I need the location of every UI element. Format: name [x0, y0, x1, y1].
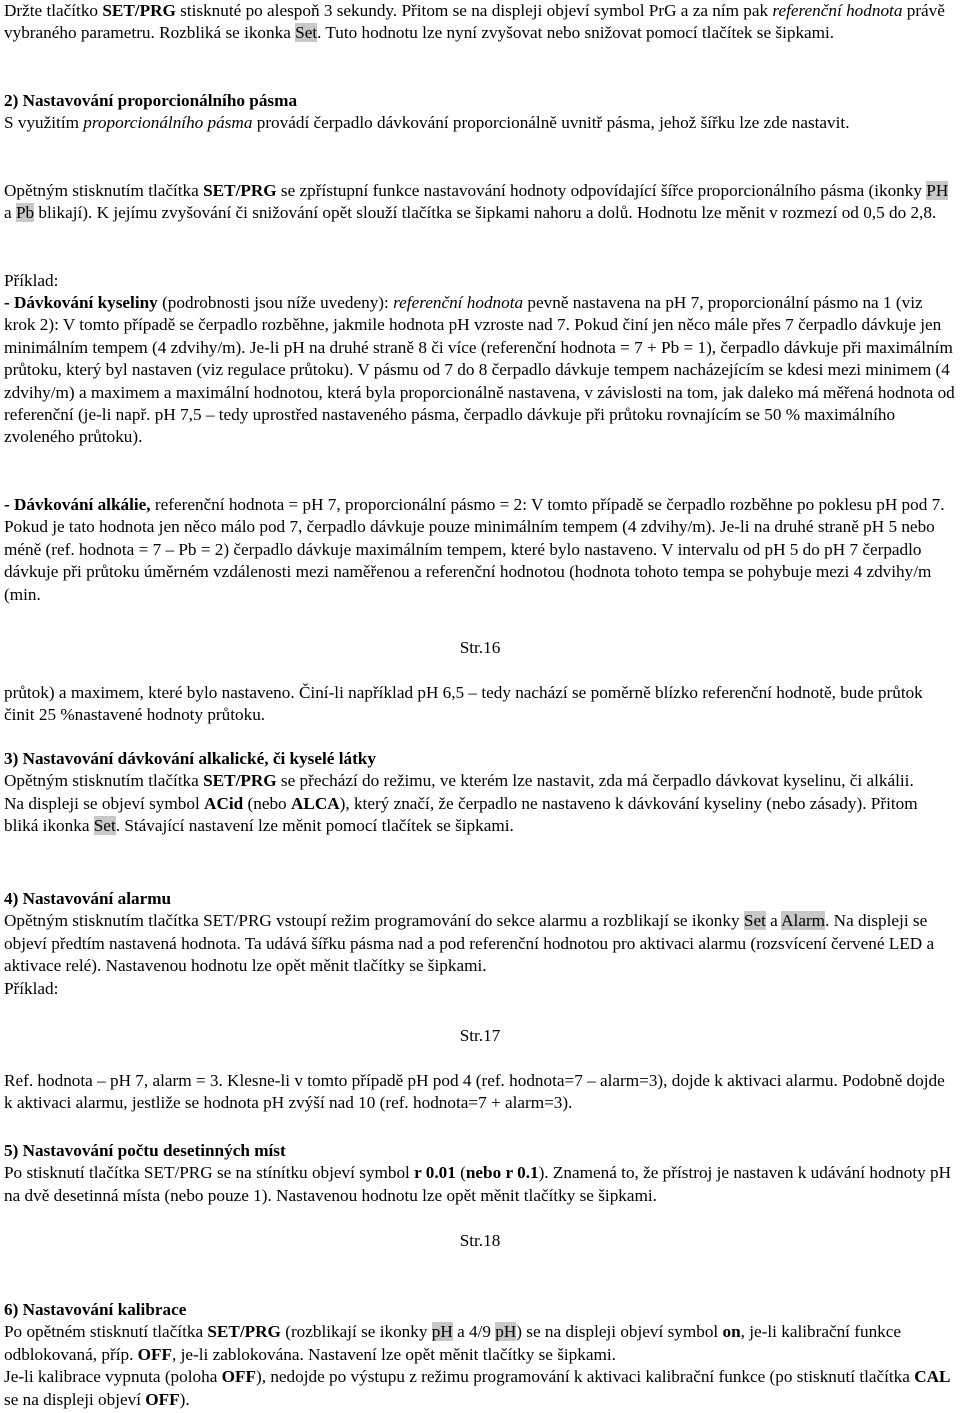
text: a 4/9: [452, 1322, 496, 1342]
bold-text: ALCA: [290, 793, 340, 813]
alkali-dosing-paragraph: [4, 494, 956, 606]
section-heading: 3) Nastavování dávkování alkalické, či kyselé látky: [4, 749, 376, 768]
highlighted-icon-name: Set: [743, 911, 766, 931]
section-6: [4, 1299, 956, 1411]
example-label: Příklad:: [4, 978, 59, 998]
bold-text: OFF: [145, 1389, 180, 1409]
text: ) se na displeji objeví symbol: [516, 1322, 723, 1342]
text: , je-li zablokována. Nastavení lze opět měnit tlačítky se šipkami.: [172, 1344, 616, 1364]
text: se zpřístupní funkce nastavování hodnoty odpovídající šířce proporcionálního pásma (ikonky: [276, 181, 927, 200]
text: Na displeji se objeví symbol: [4, 793, 205, 813]
bold-text: - Dávkování alkálie,: [4, 495, 151, 514]
section-3: [4, 748, 956, 838]
bold-text: SET/PRG: [203, 181, 277, 200]
text: Opětným stisknutím tlačítka SET/PRG vstoupí režim programování do sekce alarmu a rozblikají se ikonky: [4, 911, 744, 931]
section-heading: 6) Nastavování kalibrace: [4, 1300, 187, 1319]
bold-text: OFF: [221, 1367, 257, 1387]
highlighted-icon-name: pH: [495, 1322, 517, 1342]
section-5: [4, 1140, 956, 1207]
bold-text: on: [722, 1322, 741, 1342]
highlighted-icon-name: PH: [926, 181, 949, 200]
text: (podrobnosti jsou níže uvedeny):: [157, 293, 394, 312]
italic-text: proporcionálního pásma: [83, 113, 253, 133]
text: ), který značí, že čerpadlo ne nastaveno k dávkování kyseliny (nebo zásady). Přitom bliká ikonka: [4, 793, 918, 836]
text: ). Znamená to, že přístroj je nastaven k udávání hodnoty pH na dvě desetinná místa (nebo pouze 1). Nastavenou hodnotu lze opět měnit tlačítky se šipkami.: [4, 1163, 951, 1205]
bold-text: - Dávkování kyseliny: [4, 293, 158, 312]
highlighted-icon-name: Alarm: [781, 911, 826, 931]
italic-text: referenční hodnota: [393, 293, 524, 312]
section-heading: 4) Nastavování alarmu: [4, 889, 172, 908]
highlighted-icon-name: Set: [93, 816, 116, 836]
example-label: Příklad:: [4, 271, 59, 290]
highlighted-icon-name: Set: [295, 23, 318, 43]
text: . Tuto hodnotu lze nyní zvyšovat nebo snižovat pomocí tlačítek se šipkami.: [317, 23, 835, 43]
bold-text: SET/PRG: [203, 771, 277, 791]
text: ).: [179, 1389, 190, 1409]
flow-continuation-paragraph: průtok) a maximem, které bylo nastaveno. Činí-li například pH 6,5 – tedy nachází se poměrně blízko referenční hodnotě, bude průtok činit 25 %nastavené hodnoty průtoku.: [4, 683, 923, 725]
alarm-example-paragraph: Ref. hodnota – pH 7, alarm = 3. Klesne-li v tomto případě pH pod 4 (ref. hodnota=7 – alarm=3), dojde k aktivaci alarmu. Podobně dojde k aktivaci alarmu, jestliže se hodnota pH zvýší nad 10 (ref. hodnota=7 + alarm=3).: [4, 1071, 945, 1113]
text: . Stávající nastavení lze měnit pomocí tlačítek se šipkami.: [115, 816, 514, 836]
bold-text: ACid: [204, 793, 244, 813]
proportional-band-paragraph: [4, 180, 956, 225]
text: S využitím: [4, 113, 84, 133]
text: Opětným stisknutím tlačítka: [4, 771, 204, 791]
text: Opětným stisknutím tlačítka: [4, 181, 204, 200]
highlighted-icon-name: pH: [431, 1322, 453, 1342]
text: pevně nastavena na pH 7, proporcionální pásmo na 1 (viz krok 2): V tomto případě se čerpadlo rozběhne, jakmile hodnota pH vzroste nad 7. Pokud činí jen něco mále přes 7 čerpadlo dávkuje jen minimálním tempem (4 zdvihy/m). Je-li pH na druhé straně 8 či více (referenční hodnota = 7 + Pb = 1), čerpadlo dávkuje při maximálním průtoku, který byl nastaven (viz regulace průtoku). V pásmu od 7 do 8 čerpadlo dávkuje tempem nacházejícím se kdesi mezi minimem (4 zdvihy/m) a maximem a maximální hodnotou, která byla proporcionálně nastavena, v závislosti na tom, jak daleko má měřená hodnota od referenční (je-li např. pH 7,5 – tedy uprostřed nastaveného pásma, čerpadlo dávkuje při průtoku rovnajícím se 50 % maximálního zvoleného průtoku).: [4, 293, 955, 447]
text: právě vybraného parametru. Rozbliká se ikonka: [4, 1, 945, 43]
text: a: [4, 203, 16, 223]
text: (nebo: [243, 793, 291, 813]
text: ), nedojde po výstupu z režimu programování k aktivaci kalibrační funkce (po stisknutí tlačítka: [256, 1367, 915, 1387]
text: blikají). K jejímu zvyšování či snižování opět slouží tlačítka se šipkami nahoru a dolů. Hodnotu lze měnit v rozmezí od 0,5 do 2,8.: [34, 203, 937, 223]
text: a: [765, 911, 782, 931]
bold-text: OFF: [137, 1344, 173, 1364]
bold-text: r 0.01: [414, 1163, 456, 1183]
text: , je-li kalibrační funkce odblokovaná, příp.: [4, 1322, 902, 1364]
text: Po opětném stisknutí tlačítka: [4, 1322, 208, 1342]
page-number-17: Str.17: [459, 1026, 501, 1045]
text: se na displeji objeví: [4, 1389, 146, 1409]
text: Je-li kalibrace vypnuta (poloha: [4, 1367, 222, 1387]
acid-dosing-paragraph: [4, 292, 956, 449]
text: (rozblikají se ikonky: [280, 1322, 432, 1342]
text: Po stisknutí tlačítka SET/PRG se na stínítku objeví symbol: [4, 1163, 415, 1183]
highlighted-icon-name: Pb: [15, 203, 35, 223]
text: se přechází do režimu, ve kterém lze nastavit, zda má čerpadlo dávkovat kyselinu, či alkálii.: [276, 771, 914, 791]
text: . Na displeji se objeví předtím nastavená hodnota. Ta udává šířku pásma nad a pod referenční hodnotou pro aktivaci alarmu (rozsvícení červené LED a aktivace relé). Nastavenou hodnotu lze opět měnit tlačítky se šipkami.: [4, 911, 935, 976]
bold-text: nebo r 0.1: [465, 1163, 539, 1183]
bold-text: SET/PRG: [207, 1322, 281, 1342]
text: Držte tlačítko: [4, 1, 103, 20]
section-4: [4, 888, 956, 1000]
text: stisknuté po alespoň 3 sekundy. Přitom se na displeji objeví symbol PrG a za ním pak: [175, 1, 773, 20]
section-heading: 5) Nastavování počtu desetinných míst: [4, 1141, 286, 1160]
bold-text: CAL: [914, 1367, 951, 1387]
bold-text: SET/PRG: [102, 1, 176, 20]
page-number-16: Str.16: [459, 638, 501, 657]
text: referenční hodnota = pH 7, proporcionální pásmo = 2: V tomto případě se čerpadlo rozběhne po poklesu pH pod 7. Pokud je tato hodnota jen něco málo pod 7, čerpadlo dávkuje pouze minimálním tempem (4 zdvihy/m). Je-li na druhé straně pH 5 nebo méně (ref. hodnota = 7 – Pb = 2) čerpadlo dávkuje maximálním tempem, které bylo nastaveno. V intervalu od pH 5 do pH 7 čerpadlo dávkuje při průtoku úměrném vzdálenosti mezi naměřenou a referenční hodnotou (hodnota tohoto tempa se pohybuje mezi 4 zdvihy/m (min.: [4, 495, 945, 604]
section-2: [4, 90, 956, 135]
text: (: [455, 1163, 466, 1183]
page-number-18: Str.18: [459, 1231, 501, 1250]
text: provádí čerpadlo dávkování proporcionálně uvnitř pásma, jehož šířku lze zde nastavit.: [252, 113, 850, 133]
section-heading: 2) Nastavování proporcionálního pásma: [4, 91, 298, 110]
intro-paragraph: [4, 0, 956, 45]
italic-text: referenční hodnota: [772, 1, 903, 20]
